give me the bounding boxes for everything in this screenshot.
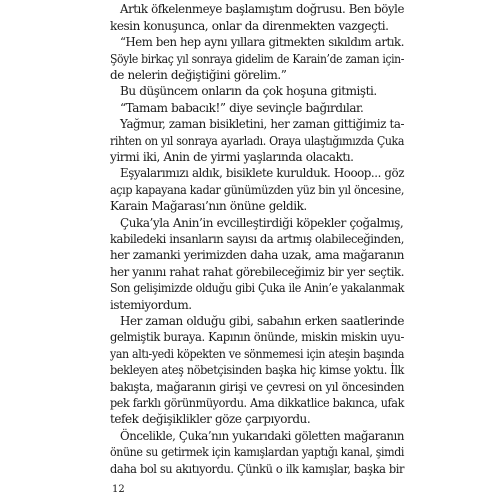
- text-line: Karain Mağarası’nın önüne geldik.: [110, 199, 307, 213]
- text-line: açıp kapayana kadar günümüzden yüz bin yıl öncesine,: [110, 183, 405, 197]
- text-line: de nelerin değiştiğini görelim.”: [110, 68, 287, 82]
- text-line: yan altı-yedi köpekten ve sönmemesi için ateşin başında: [110, 347, 405, 361]
- text-line: her yanını rahat rahat görebileceğimiz bir yer seçtik.: [110, 265, 405, 279]
- text-line: kabiledeki insanların sayısı da artmış olabileceğinden,: [110, 232, 404, 246]
- text-line: bekleyen ateş nöbetçisinden başka hiç kimse yoktu. İlk: [110, 363, 404, 377]
- text-line: Her zaman olduğu gibi, sabahın erken saatlerinde: [120, 314, 404, 328]
- text-line: Çuka’yla Anin’in evcilleştirdiği köpekler çoğalmış,: [120, 216, 404, 230]
- text-line: rihten on yıl sonraya ayarladı. Oraya ulaştığımızda Çuka: [110, 134, 404, 148]
- text-line: önüne su getirmek için kamışlardan yaptığı kanal, şimdi: [110, 445, 405, 459]
- text-line: kesin konuşunca, onlar da direnmekten vazgeçti.: [110, 19, 389, 33]
- page-number: 12: [112, 484, 125, 495]
- text-line: Son gelişimizde olduğu gibi Çuka ile Anin’e yakalanmak: [110, 281, 405, 295]
- text-line: gelmiştik buraya. Kapının önünde, miskin miskin uyu-: [110, 330, 405, 344]
- text-line: “Tamam babacık!” diye sevinçle bağırdılar.: [120, 101, 364, 115]
- text-line: yirmi iki, Anin de yirmi yaşlarında olacaktı.: [110, 150, 354, 164]
- text-line: her zamanki yerimizden daha uzak, ama mağaranın: [110, 248, 404, 262]
- text-line: Şöyle birkaç yıl sonraya gidelim de Karain’de zaman için-: [110, 52, 405, 66]
- text-line: Öncelikle, Çuka’nın yukarıdaki göletten mağaranın: [120, 429, 404, 443]
- text-line: istemiyordum.: [110, 298, 192, 312]
- text-line: pek farklı görünmüyordu. Ama dikkatlice bakınca, ufak: [110, 396, 404, 410]
- text-line: Yağmur, zaman bisikletini, her zaman gittiğimiz ta-: [120, 117, 405, 131]
- text-line: tefek değişiklikler göze çarpıyordu.: [110, 412, 311, 426]
- text-line: Bu düşüncem onların da çok hoşuna gitmişti.: [120, 84, 377, 98]
- text-line: “Hem ben hep aynı yıllara gitmekten sıkıldım artık.: [120, 35, 404, 49]
- text-line: daha bol su akıtıyordu. Çünkü o ilk kamışlar, başka bir: [110, 462, 404, 476]
- text-line: Eşyalarımızı aldık, bisiklete kurulduk. Hooop... göz: [120, 166, 405, 180]
- text-line: bakışta, mağaranın girişi ve çevresi on yıl öncesinden: [110, 380, 405, 394]
- text-line: Artık öfkelenmeye başlamıştım doğrusu. Ben böyle: [120, 2, 404, 16]
